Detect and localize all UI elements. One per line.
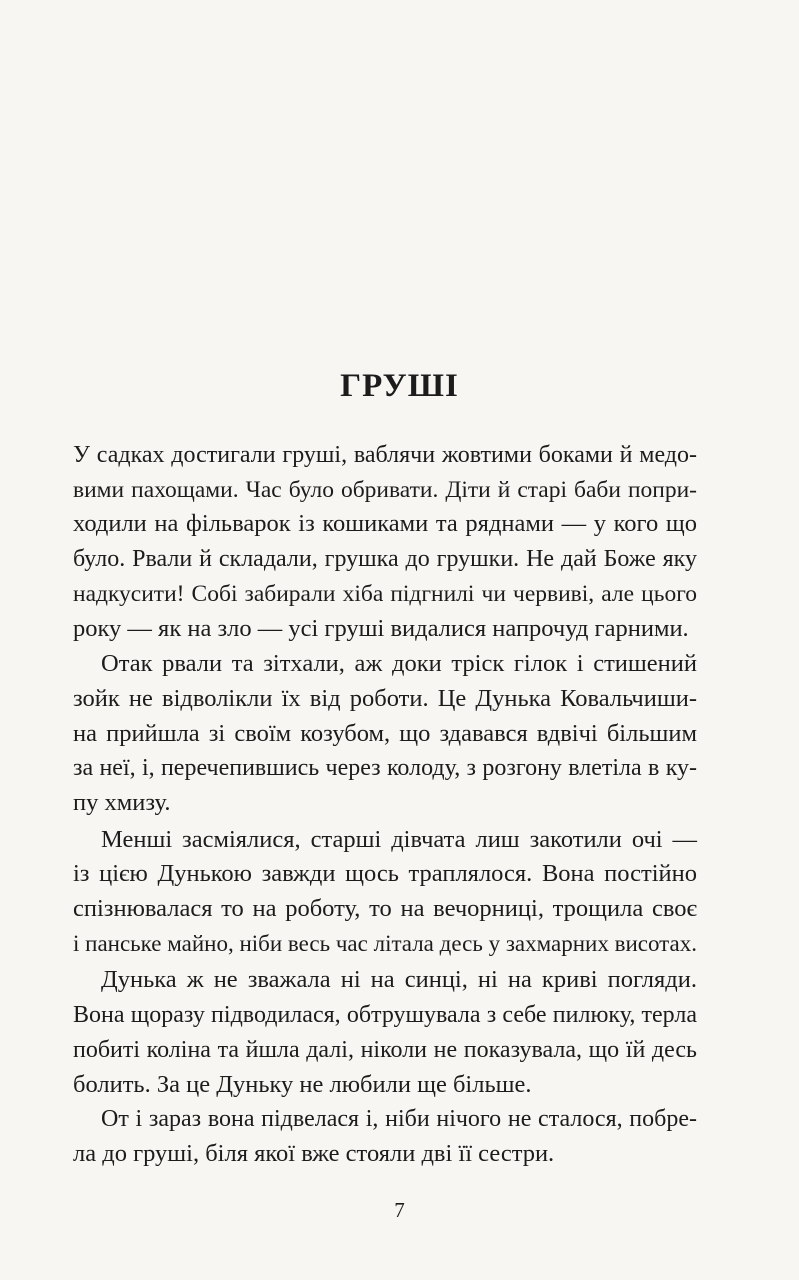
text-line: за неї, і, перечепившись через колоду, з розгону влетіла в ку- — [73, 755, 697, 781]
text-line: У садках достигали груші, ваблячи жовтими боками й медо- — [73, 442, 697, 468]
text-line: ходили на фільварок із кошиками та ряднами — у кого що — [73, 510, 697, 537]
text-line: спізнювалася то на роботу, то на вечорниці, трощила своє — [73, 895, 697, 922]
page-number: 7 — [394, 1198, 405, 1222]
text-line: і панське майно, ніби весь час літала десь у захмарних висотах. — [73, 931, 697, 956]
chapter-title: ГРУШІ — [340, 368, 459, 404]
text-line: Менші засміялися, старші дівчата лиш закотили очі — — [101, 826, 697, 853]
text-line: Отак рвали та зітхали, аж доки тріск гілок і стишений — [101, 650, 697, 677]
text-line: болить. За це Дуньку не любили ще більше. — [73, 1071, 532, 1098]
text-line: ла до груші, біля якої вже стояли дві її сестри. — [73, 1140, 555, 1167]
text-line: Дунька ж не зважала ні на синці, ні на криві погляди. — [101, 966, 697, 993]
text-line: на прийшла зі своїм козубом, що здавався вдвічі більшим — [73, 720, 697, 747]
text-line: зойк не відволікли їх від роботи. Це Дунька Ковальчиши- — [73, 685, 697, 712]
text-line: Вона щоразу підводилася, обтрушувала з себе пилюку, терла — [73, 1002, 697, 1028]
text-line: побиті коліна та йшла далі, ніколи не показувала, що їй десь — [73, 1037, 697, 1063]
text-line: надкусити! Собі забирали хіба підгнилі чи червиві, але цього — [73, 581, 697, 607]
text-line: вими пахощами. Час було обривати. Діти й старі баби попри- — [73, 477, 697, 503]
text-line: року — як на зло — усі груші видалися напрочуд гарними. — [73, 615, 689, 642]
text-line: От і зараз вона підвелася і, ніби нічого не сталося, побре- — [101, 1106, 697, 1132]
text-line: пу хмизу. — [73, 789, 171, 816]
text-line: із цією Дунькою завжди щось траплялося. Вона постійно — [73, 860, 697, 887]
text-line: було. Рвали й складали, грушка до грушки. Не дай Боже яку — [73, 546, 697, 572]
